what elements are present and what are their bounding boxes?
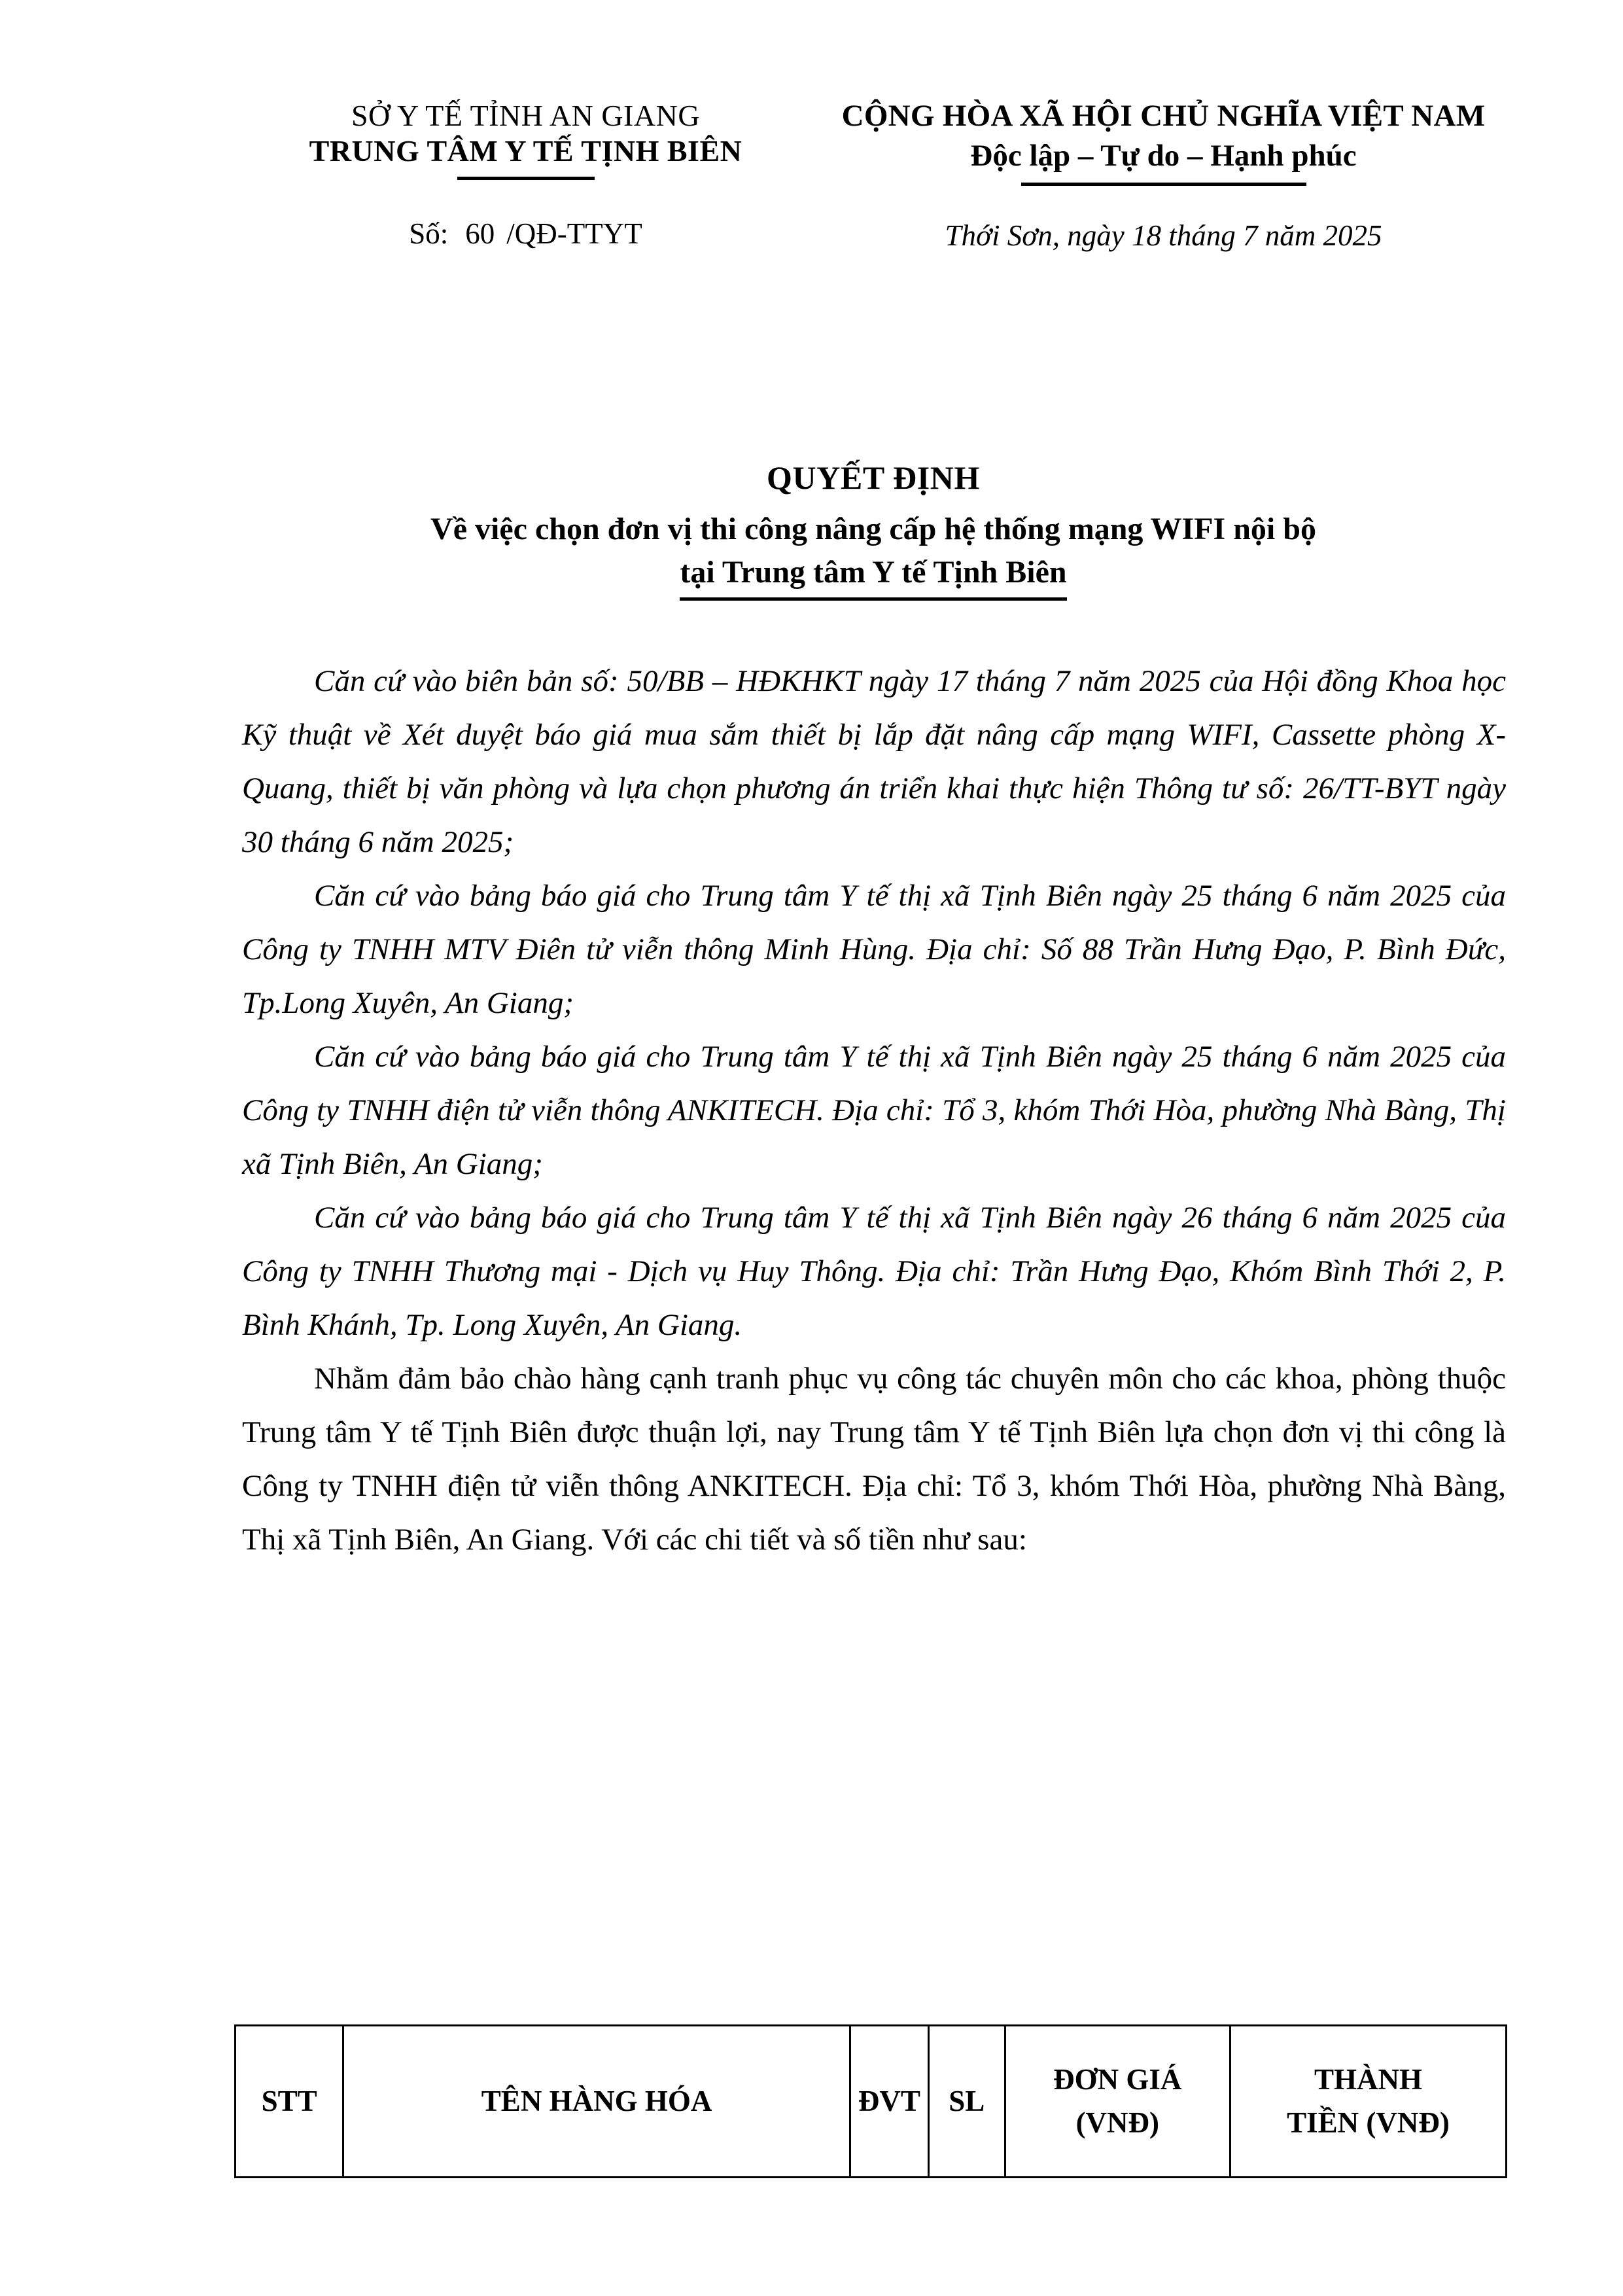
national-motto: Độc lập – Tự do – Hạnh phúc bbox=[970, 139, 1357, 173]
column-header-total-amount bbox=[1230, 2026, 1506, 2178]
parent-organization-name: SỞ Y TẾ TỈNH AN GIANG bbox=[351, 99, 701, 132]
document-number-value: 60 bbox=[465, 217, 495, 250]
motto-underline-rule bbox=[1021, 183, 1306, 186]
body-paragraph: Căn cứ vào bảng báo giá cho Trung tâm Y tế thị xã Tịnh Biên ngày 25 tháng 6 năm 2025 của Công ty TNHH điện tử viễn thông ANKITECH. Địa chỉ: Tổ 3, khóm Thới Hòa, phường Nhà Bàng, Thị xã Tịnh Biên, An Giang; bbox=[242, 1040, 1506, 1181]
header-left-block bbox=[232, 98, 819, 251]
column-header-unit: ĐVT bbox=[850, 2026, 928, 2178]
national-title: CỘNG HÒA XÃ HỘI CHỦ NGHĨA VIỆT NAM bbox=[841, 99, 1486, 133]
total-amount-label-line1: THÀNH bbox=[1314, 2063, 1422, 2096]
document-body bbox=[242, 654, 1506, 1566]
document-type-heading: QUYẾT ĐỊNH bbox=[767, 459, 980, 496]
column-header-unit-price bbox=[1005, 2026, 1230, 2178]
document-subject-line-2: tại Trung tâm Y tế Tịnh Biên bbox=[680, 551, 1066, 601]
table-header-row bbox=[236, 2026, 1507, 2178]
body-paragraph: Nhằm đảm bảo chào hàng cạnh tranh phục vụ công tác chuyên môn cho các khoa, phòng thuộc Trung tâm Y tế Tịnh Biên được thuận lợi, nay Trung tâm Y tế Tịnh Biên lựa chọn đơn vị thi công là Công ty TNHH điện tử viễn thông ANKITECH. Địa chỉ: Tổ 3, khóm Thới Hòa, phường Nhà Bàng, Thị xã Tịnh Biên, An Giang. Với các chi tiết và số tiền như sau: bbox=[242, 1362, 1506, 1557]
goods-table bbox=[234, 2024, 1507, 2178]
unit-price-label-line1: ĐƠN GIÁ bbox=[1053, 2063, 1182, 2096]
body-paragraph: Căn cứ vào biên bản số: 50/BB – HĐKHKT ngày 17 tháng 7 năm 2025 của Hội đồng Khoa học Kỹ thuật về Xét duyệt báo giá mua sắm thiết bị lắp đặt nâng cấp mạng WIFI, Cassette phòng X-Quang, thiết bị văn phòng và lựa chọn phương án triển khai thực hiện Thông tư số: 26/TT-BYT ngày 30 tháng 6 năm 2025; bbox=[242, 664, 1506, 859]
document-header bbox=[232, 98, 1508, 253]
document-number-suffix: /QĐ-TTYT bbox=[506, 217, 642, 250]
document-subject-line-2-wrapper bbox=[242, 551, 1505, 601]
organization-name: TRUNG TÂM Y TẾ TỊNH BIÊN bbox=[309, 134, 742, 168]
document-number-line bbox=[232, 217, 819, 251]
total-amount-label-line2: TIỀN (VNĐ) bbox=[1287, 2106, 1450, 2139]
unit-price-label-line2: (VNĐ) bbox=[1075, 2106, 1160, 2139]
body-paragraph: Căn cứ vào bảng báo giá cho Trung tâm Y tế thị xã Tịnh Biên ngày 25 tháng 6 năm 2025 của Công ty TNHH MTV Điên tử viễn thông Minh Hùng. Địa chỉ: Số 88 Trần Hưng Đạo, P. Bình Đức, Tp.Long Xuyên, An Giang; bbox=[242, 879, 1506, 1020]
document-number-label: Số: bbox=[409, 217, 449, 250]
column-header-product-name: TÊN HÀNG HÓA bbox=[343, 2026, 850, 2178]
place-and-date: Thới Sơn, ngày 18 tháng 7 năm 2025 bbox=[945, 219, 1382, 252]
body-paragraph: Căn cứ vào bảng báo giá cho Trung tâm Y tế thị xã Tịnh Biên ngày 26 tháng 6 năm 2025 của Công ty TNHH Thương mại - Dịch vụ Huy Thông. Địa chỉ: Trần Hưng Đạo, Khóm Bình Thới 2, P. Bình Khánh, Tp. Long Xuyên, An Giang. bbox=[242, 1201, 1506, 1342]
header-right-block bbox=[819, 98, 1508, 253]
organization-underline-rule bbox=[457, 177, 595, 180]
document-subject-line-1: Về việc chọn đơn vị thi công nâng cấp hệ thống mạng WIFI nội bộ bbox=[430, 512, 1316, 546]
title-block bbox=[242, 458, 1505, 601]
column-header-stt: STT bbox=[236, 2026, 343, 2178]
goods-table-head bbox=[236, 2026, 1507, 2178]
column-header-quantity: SL bbox=[928, 2026, 1005, 2178]
